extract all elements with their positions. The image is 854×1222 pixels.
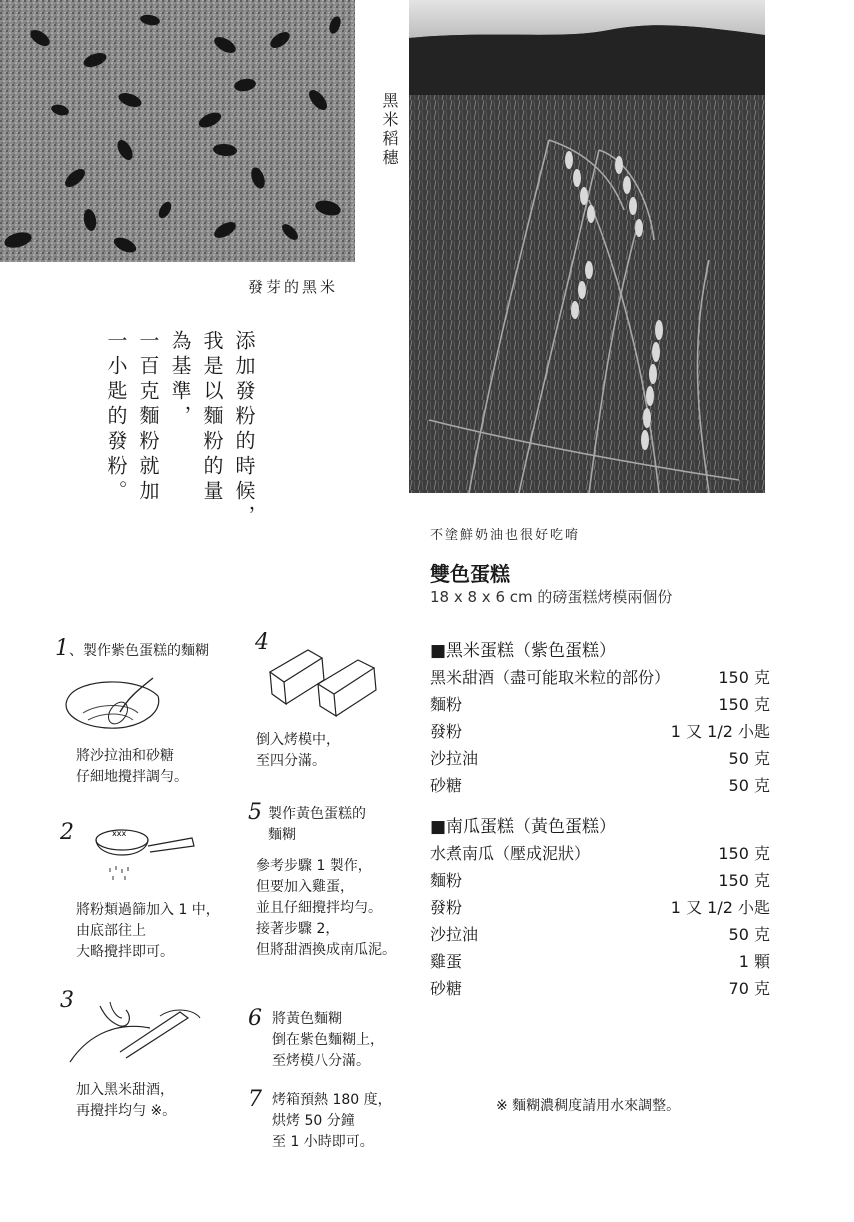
tip-line: 一百克麵粉就加 <box>136 330 160 505</box>
step-text: 將粉類過篩加入 1 中， 由底部往上 大略攪拌即可。 <box>76 902 220 960</box>
ingredient-row <box>430 975 770 1002</box>
step-5 <box>248 800 366 846</box>
step-number: 3 <box>60 988 74 1013</box>
batter-note: ※ 麵糊濃稠度請用水來調整。 <box>496 1098 681 1114</box>
ingredient-amount: 1 又 1/2 小匙 <box>670 722 770 741</box>
ingredient-amount: 1 顆 <box>738 952 770 971</box>
step-number: 2 <box>60 820 74 845</box>
ingredient-row <box>430 921 770 948</box>
mixing-illustration <box>60 992 210 1072</box>
baking-powder-tip <box>100 330 260 540</box>
ingredient-name: 麵粉 <box>430 871 463 890</box>
sprouted-rice-caption: 發芽的黑米 <box>248 278 339 296</box>
ingredient-name: 砂糖 <box>430 979 463 998</box>
ingredient-row <box>430 718 770 745</box>
section-heading: ■南瓜蛋糕（黃色蛋糕） <box>430 817 617 837</box>
ingredient-row <box>430 691 770 718</box>
ingredients-pumpkin <box>430 812 770 1002</box>
tip-line: 為基準， <box>168 330 192 430</box>
step-text: 將黃色麵糊 倒在紫色麵糊上， 至烤模八分滿。 <box>272 1011 384 1069</box>
step-text: 將沙拉油和砂糖 仔細地攪拌調勻。 <box>76 748 188 785</box>
step-7 <box>248 1087 392 1153</box>
ingredient-row <box>430 948 770 975</box>
ingredient-row <box>430 772 770 799</box>
step-text: 倒入烤模中， 至四分滿。 <box>256 732 340 769</box>
butter-caption: 不塗鮮奶油也很好吃唷 <box>430 528 581 543</box>
ingredient-name: 黑米甜酒（盡可能取米粒的部份） <box>430 668 671 687</box>
step-number: 5 <box>248 800 262 825</box>
ingredient-name: 麵粉 <box>430 695 463 714</box>
ingredient-amount: 50 克 <box>728 776 770 795</box>
cake-mold-illustration <box>262 644 387 719</box>
ingredient-row <box>430 664 770 691</box>
ingredient-amount: 150 克 <box>718 871 770 890</box>
step-number: 4 <box>255 630 269 655</box>
ingredient-row <box>430 894 770 921</box>
ingredient-name: 雞蛋 <box>430 952 463 971</box>
sieve-illustration <box>92 820 202 890</box>
tip-line: 添加發粉的時候， <box>232 330 256 530</box>
ingredient-name: 發粉 <box>430 898 463 917</box>
whisk-illustration <box>58 668 168 738</box>
ingredient-amount: 150 克 <box>718 695 770 714</box>
step-number: 7 <box>248 1087 262 1112</box>
recipe-subtitle: 18 x 8 x 6 cm 的磅蛋糕烤模兩個份 <box>430 588 673 606</box>
step-2 <box>60 820 74 845</box>
svg-text:xxx: xxx <box>112 829 127 838</box>
sprouted-rice-photo <box>0 0 355 262</box>
ingredient-name: 沙拉油 <box>430 925 479 944</box>
ingredient-name: 砂糖 <box>430 776 463 795</box>
section-heading: ■黑米蛋糕（紫色蛋糕） <box>430 641 617 661</box>
ingredient-amount: 70 克 <box>728 979 770 998</box>
ingredient-name: 沙拉油 <box>430 749 479 768</box>
ingredient-amount: 150 克 <box>718 844 770 863</box>
step-6 <box>248 1006 384 1072</box>
step-text: 參考步驟 1 製作， 但要加入雞蛋， 並且仔細攪拌均勻。 接著步驟 2， 但將甜酒換成南瓜泥。 <box>256 858 396 958</box>
step-text: 烤箱預熱 180 度， 烘烤 50 分鐘 至 1 小時即可。 <box>272 1092 392 1150</box>
ingredient-row <box>430 745 770 772</box>
step-heading: 、製作紫色蛋糕的麵糊 <box>69 643 209 659</box>
step-heading: 製作黃色蛋糕的 麵糊 <box>268 806 366 843</box>
tip-line: 我是以麵粉的量 <box>200 330 224 505</box>
ingredient-amount: 50 克 <box>728 925 770 944</box>
ingredients-black-rice <box>430 636 770 799</box>
ingredient-amount: 50 克 <box>728 749 770 768</box>
rice-ear-caption: 黑米稻穗 <box>380 92 399 168</box>
ingredient-amount: 1 又 1/2 小匙 <box>670 898 770 917</box>
recipe-title: 雙色蛋糕 <box>430 562 510 586</box>
tip-line: 一小匙的發粉。 <box>104 330 128 505</box>
ingredient-amount: 150 克 <box>718 668 770 687</box>
step-1 <box>55 636 245 661</box>
ingredient-row <box>430 867 770 894</box>
step-number: 1 <box>55 636 69 661</box>
rice-ear-photo <box>409 0 765 493</box>
ingredient-name: 水煮南瓜（壓成泥狀） <box>430 844 591 863</box>
ingredient-name: 發粉 <box>430 722 463 741</box>
step-text: 加入黑米甜酒， 再攪拌均勻 ※。 <box>76 1082 177 1119</box>
step-number: 6 <box>248 1006 262 1031</box>
ingredient-row <box>430 840 770 867</box>
